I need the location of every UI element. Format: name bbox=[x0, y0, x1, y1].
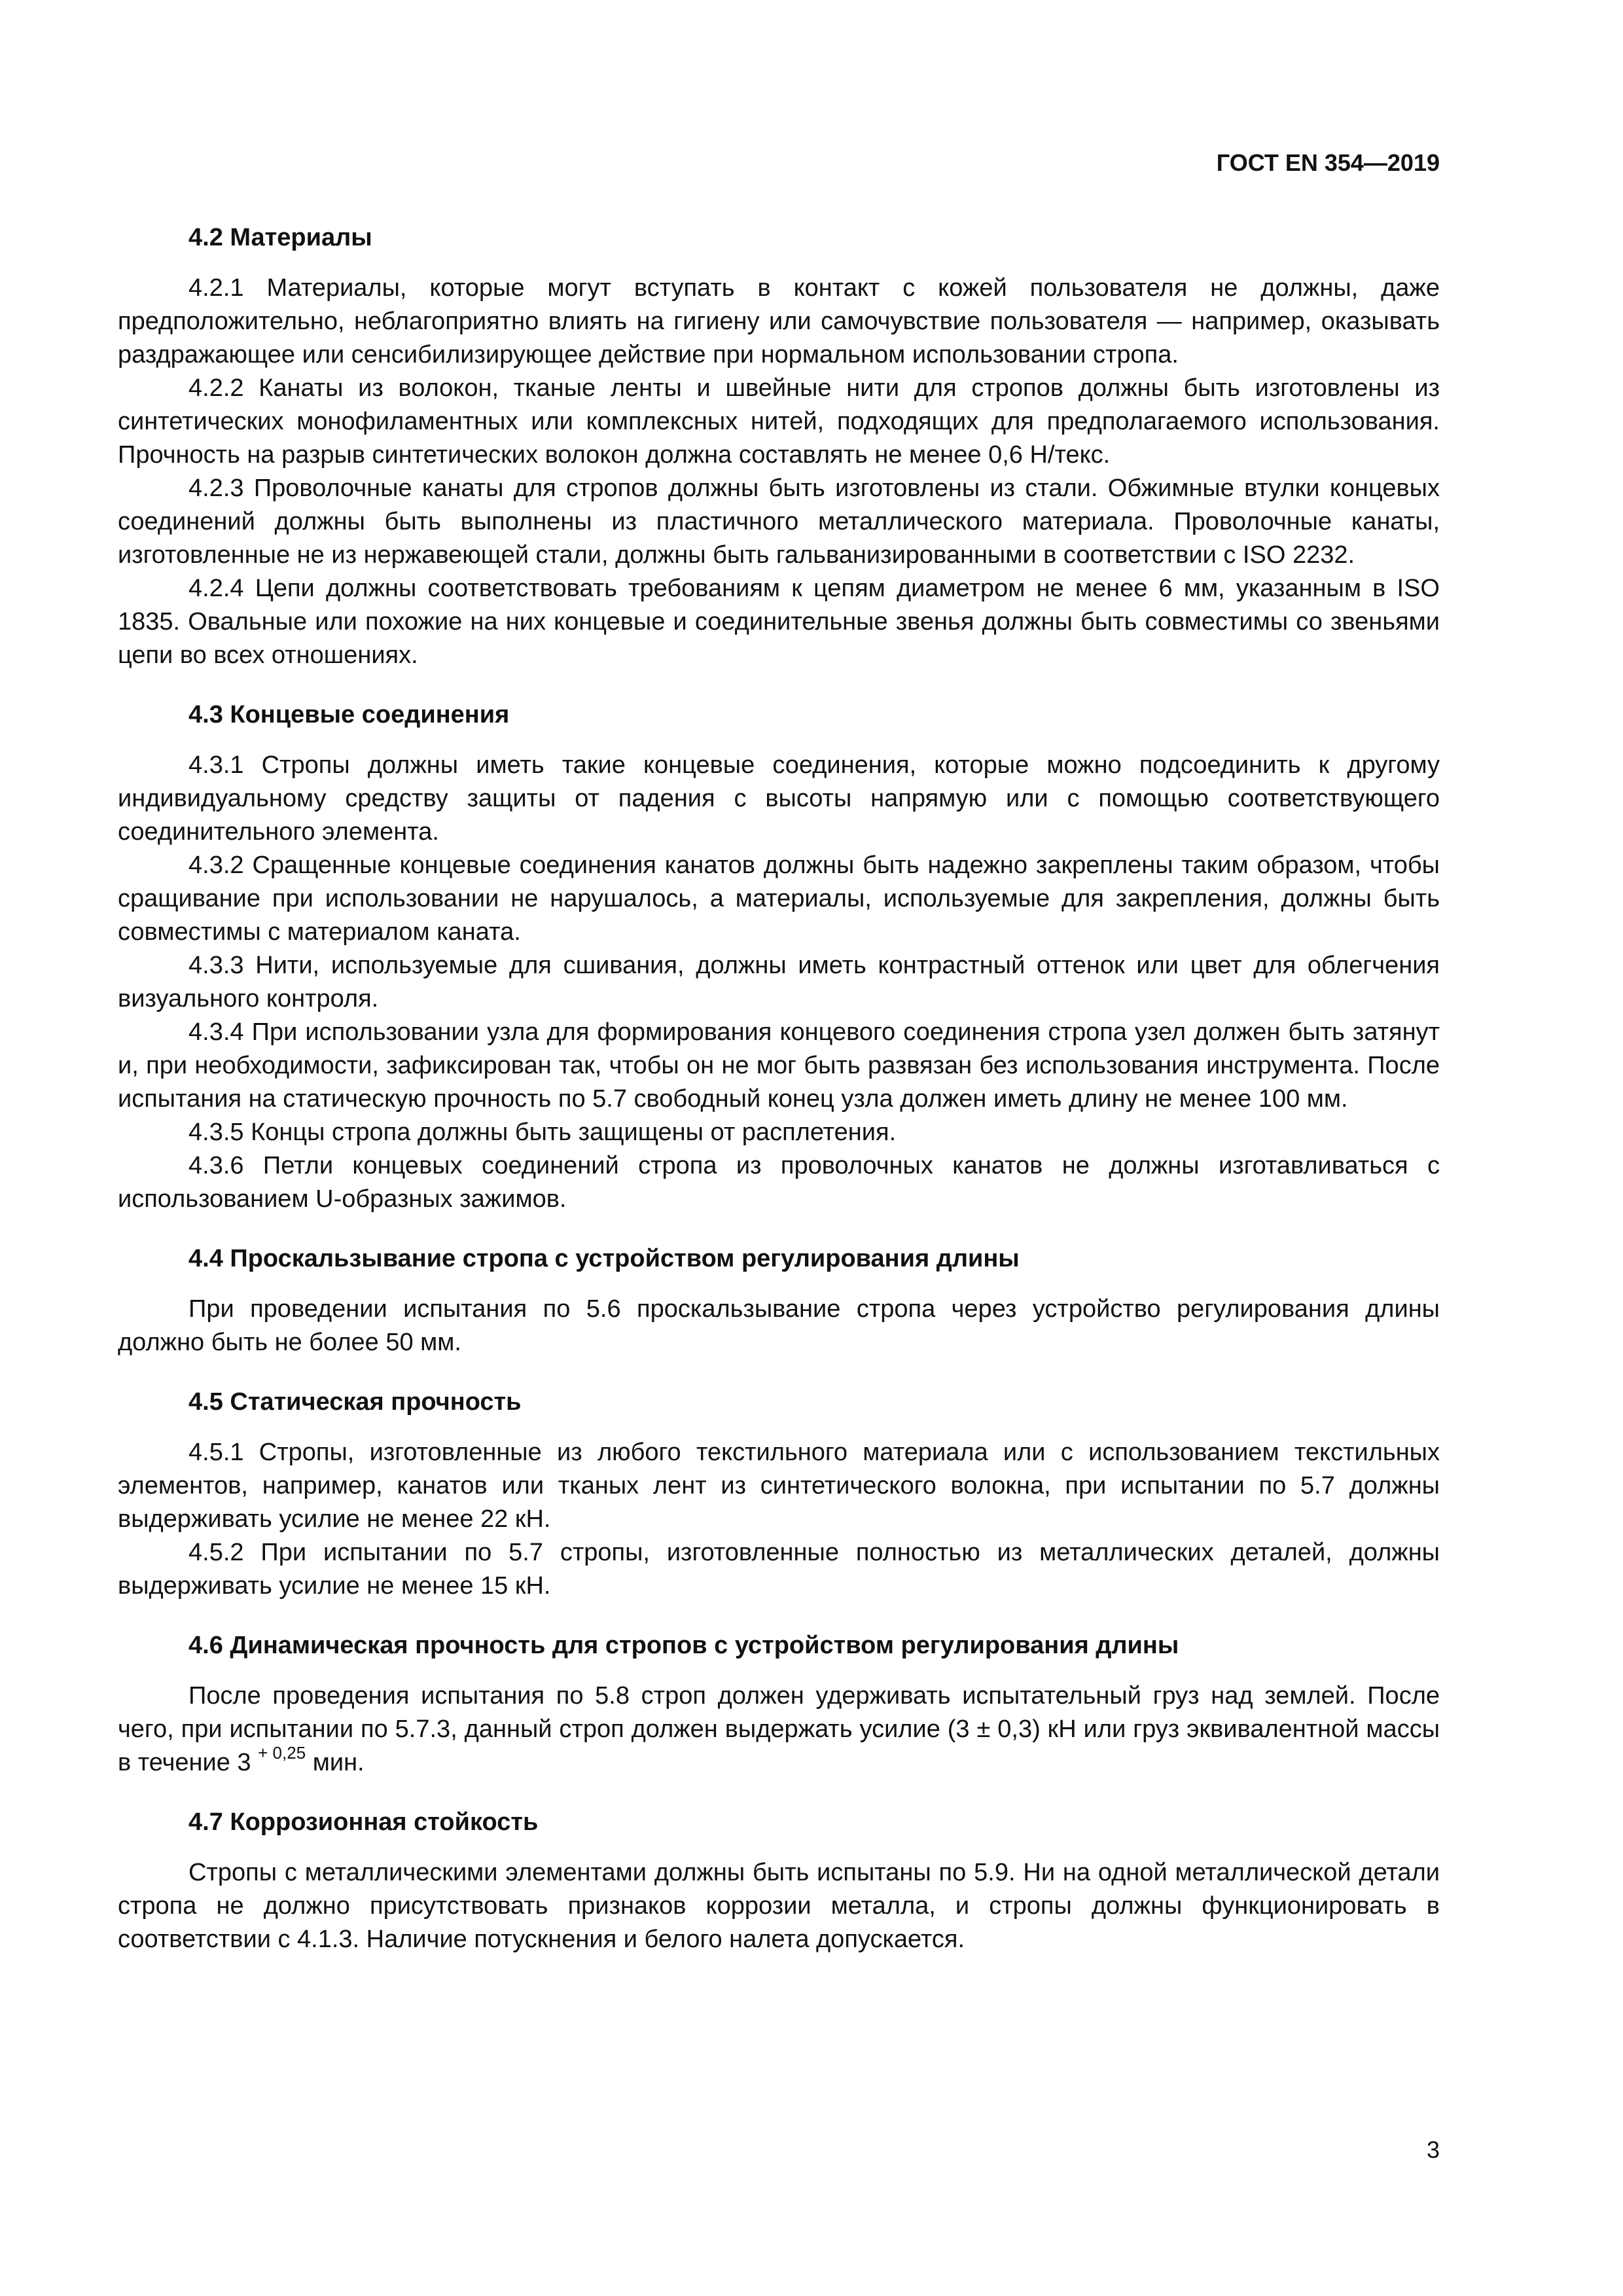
paragraph: 4.3.5 Концы стропа должны быть защищены от расплетения. bbox=[188, 1119, 897, 1146]
section-4-7 bbox=[118, 1806, 1440, 1956]
section-heading: 4.4 Проскальзывание стропа с устройством регулирования длины bbox=[188, 1245, 1020, 1272]
paragraph: 4.2.1 Материалы, которые могут вступать в контакт с кожей пользователя не должны, даже предположительно, неблагоприятно влиять на гигиену или самочувствие пользователя — например, оказывать раздражающее или сенсибилизирующее действие при нормальном использовании стропа. bbox=[118, 274, 1440, 368]
section-heading: 4.3 Концевые соединения bbox=[188, 701, 510, 728]
tolerance-superscript: + 0,25 bbox=[258, 1743, 306, 1763]
section-heading: 4.6 Динамическая прочность для стропов с устройством регулирования длины bbox=[188, 1632, 1179, 1659]
section-heading: 4.7 Коррозионная стойкость bbox=[188, 1808, 539, 1836]
section-4-6 bbox=[118, 1629, 1440, 1780]
page-number: 3 bbox=[1426, 2136, 1440, 2163]
paragraph: 4.3.3 Нити, используемые для сшивания, должны иметь контрастный оттенок или цвет для облегчения визуального контроля. bbox=[118, 952, 1440, 1013]
paragraph: При проведении испытания по 5.6 проскальзывание стропа через устройство регулирования длины должно быть не более 50 мм. bbox=[118, 1295, 1440, 1356]
section-4-3 bbox=[118, 698, 1440, 1216]
section-4-2 bbox=[118, 221, 1440, 672]
paragraph: 4.3.1 Стропы должны иметь такие концевые соединения, которые можно подсоединить к другому индивидуальному средству защиты от падения с высоты напрямую или с помощью соответствующего соединительного элемента. bbox=[118, 751, 1440, 846]
paragraph-text: После проведения испытания по 5.8 строп должен удерживать испытательный груз над землей. После чего, при испытании по 5.7.3, данный строп должен выдержать усилие (3 ± 0,3) кН или груз эквивалентной массы в течение 3 bbox=[118, 1682, 1440, 1776]
paragraph: 4.3.2 Сращенные концевые соединения канатов должны быть надежно закреплены таким образом, чтобы сращивание при использовании не нарушалось, а материалы, используемые для закрепления, должны быть совместимы с материалом каната. bbox=[118, 852, 1440, 946]
section-heading: 4.5 Статическая прочность bbox=[188, 1388, 522, 1416]
paragraph: 4.2.2 Канаты из волокон, тканые ленты и швейные нити для стропов должны быть изготовлены из синтетических монофиламентных или комплексных нитей, подходящих для предполагаемого использования. Прочность на разрыв синтетических волокон должна составлять не менее 0,6 Н/текс. bbox=[118, 374, 1440, 469]
paragraph bbox=[118, 1679, 1440, 1780]
paragraph: 4.2.4 Цепи должны соответствовать требованиям к цепям диаметром не менее 6 мм, указанным в ISO 1835. Овальные или похожие на них концевые и соединительные звенья должны быть совместимы со звеньями цепи во всех отношениях. bbox=[118, 575, 1440, 669]
document-code-header: ГОСТ EN 354—2019 bbox=[1216, 149, 1440, 176]
section-heading: 4.2 Материалы bbox=[188, 224, 372, 251]
paragraph-text-end: мин. bbox=[306, 1749, 365, 1776]
document-body bbox=[118, 221, 1440, 1982]
paragraph: 4.5.2 При испытании по 5.7 стропы, изготовленные полностью из металлических деталей, должны выдерживать усилие не менее 15 кН. bbox=[118, 1539, 1440, 1600]
paragraph: 4.3.6 Петли концевых соединений стропа из проволочных канатов не должны изготавливаться с использованием U-образных зажимов. bbox=[118, 1152, 1440, 1213]
section-4-5 bbox=[118, 1386, 1440, 1603]
paragraph: 4.3.4 При использовании узла для формирования концевого соединения стропа узел должен быть затянут и, при необходимости, зафиксирован так, чтобы он не мог быть развязан без использования инструмента. После испытания на статическую прочность по 5.7 свободный конец узла должен иметь длину не менее 100 мм. bbox=[118, 1018, 1440, 1113]
section-4-4 bbox=[118, 1242, 1440, 1359]
paragraph: 4.2.3 Проволочные канаты для стропов должны быть изготовлены из стали. Обжимные втулки концевых соединений должны быть выполнены из пластичного металлического материала. Проволочные канаты, изготовленные не из нержавеющей стали, должны быть гальванизированными в соответствии с ISO 2232. bbox=[118, 475, 1440, 569]
paragraph: 4.5.1 Стропы, изготовленные из любого текстильного материала или с использованием текстильных элементов, например, канатов или тканых лент из синтетического волокна, при испытании по 5.7 должны выдерживать усилие не менее 22 кН. bbox=[118, 1439, 1440, 1533]
paragraph: Стропы с металлическими элементами должны быть испытаны по 5.9. Ни на одной металлической детали стропа не должно присутствовать признаков коррозии металла, и стропы должны функционировать в соответствии с 4.1.3. Наличие потускнения и белого налета допускается. bbox=[118, 1859, 1440, 1953]
